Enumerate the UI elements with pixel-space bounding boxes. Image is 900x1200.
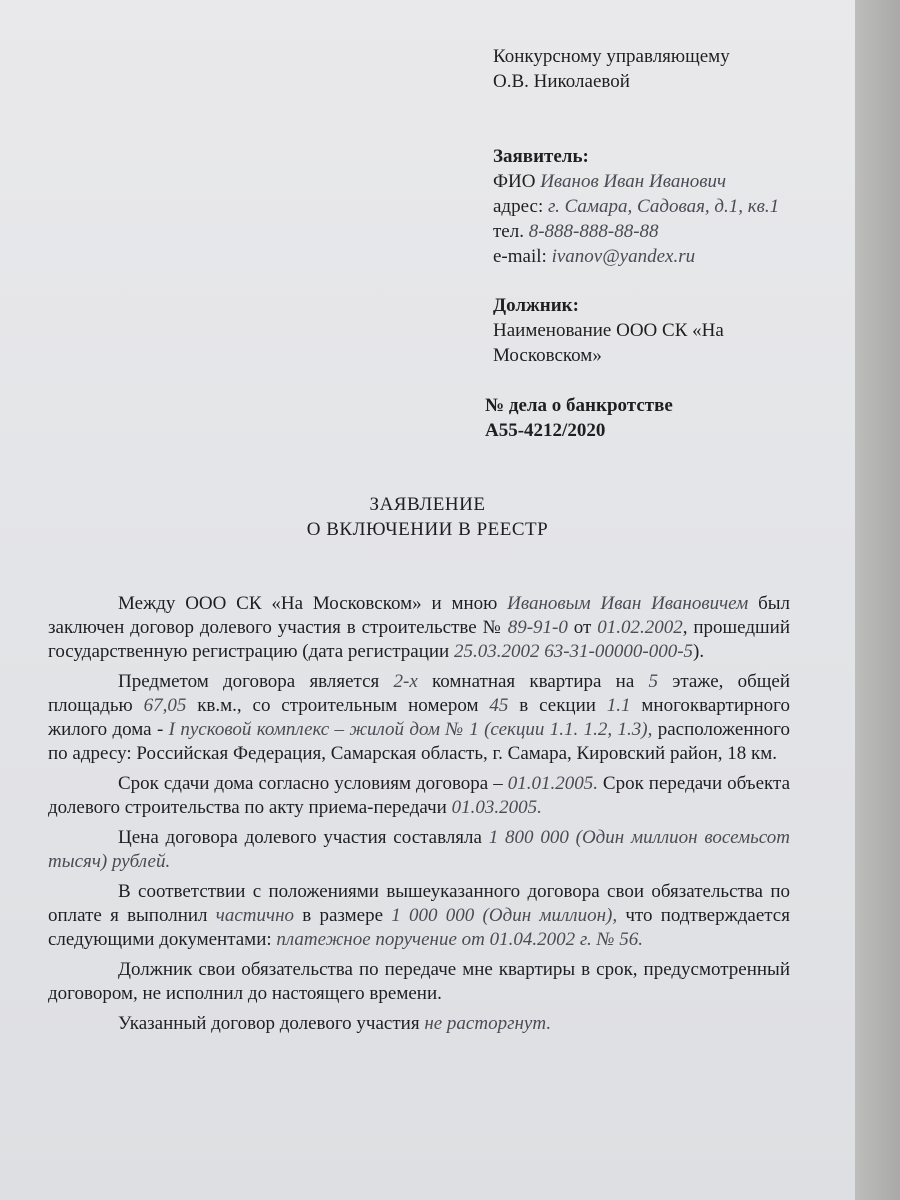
- paragraph-not-terminated: Указанный договор долевого участия не расторгнут.: [118, 1013, 552, 1034]
- applicant-fio: ФИО Иванов Иван Иванович: [493, 171, 727, 192]
- debtor-name-line-2: Московском»: [493, 345, 602, 366]
- paragraph-price: Цена договора долевого участия составляла 1 800 000 (Один миллион восемьсот тысяч) рублей.: [48, 827, 790, 872]
- applicant-email: e-mail: ivanov@yandex.ru: [493, 246, 696, 267]
- paragraph-deadline: Срок сдачи дома согласно условиям договора – 01.01.2005. Срок передачи объекта долевого строительства по акту приема-передачи 01.03.2005.: [48, 773, 790, 818]
- paragraph-contract: Между ООО СК «На Московском» и мною Ивановым Иван Ивановичем был заключен договор долевого участия в строительстве № 89-91-0 от 01.02.2002, прошедший государственную регистрацию (дата регистрации 25.03.2002 63-31-00000-000-5).: [48, 593, 791, 662]
- paragraph-subject: Предметом договора является 2-х комнатная квартира на 5 этаже, общей площадью 67,05 кв.м., со строительным номером 45 в секции 1.1 многоквартирного жилого дома - I пусковой комплекс – жилой дом № 1 (секции 1.1. 1.2, 1.3), расположенного по адресу: Российская Федерация, Самарская область, г. Самара, Кировский район, 18 км.: [48, 671, 790, 764]
- applicant-heading: Заявитель:: [493, 146, 589, 167]
- applicant-email-value: ivanov@yandex.ru: [551, 246, 696, 267]
- paragraph-payment: В соответствии с положениями вышеуказанного договора свои обязательства по оплате я выполнил частично в размере 1 000 000 (Один миллион), что подтверждается следующими документами: платежное поручение от 01.04.2002 г. № 56.: [48, 881, 790, 950]
- desk-background: [855, 0, 900, 1200]
- debtor-heading: Должник:: [493, 295, 579, 316]
- case-label: № дела о банкротстве: [485, 395, 673, 416]
- document-title-line-1: ЗАЯВЛЕНИЕ: [369, 494, 486, 515]
- document-title-line-2: О ВКЛЮЧЕНИИ В РЕЕСТР: [306, 519, 549, 540]
- recipient-line-2: О.В. Николаевой: [493, 71, 630, 92]
- debtor-name-line-1: Наименование ООО СК «На: [493, 320, 724, 341]
- document-body: [48, 592, 790, 1042]
- recipient-line-1: Конкурсному управляющему: [493, 46, 730, 67]
- paragraph-obligations: Должник свои обязательства по передаче мне квартиры в срок, предусмотренный договором, не исполнил до настоящего времени.: [48, 959, 790, 1004]
- case-number: А55-4212/2020: [485, 420, 606, 441]
- applicant-phone-value: 8-888-888-88-88: [528, 221, 659, 242]
- applicant-phone: тел. 8-888-888-88-88: [493, 221, 659, 242]
- applicant-address-value: г. Самара, Садовая, д.1, кв.1: [547, 196, 780, 217]
- applicant-fio-value: Иванов Иван Иванович: [540, 171, 727, 192]
- applicant-address: адрес: г. Самара, Садовая, д.1, кв.1: [493, 196, 780, 217]
